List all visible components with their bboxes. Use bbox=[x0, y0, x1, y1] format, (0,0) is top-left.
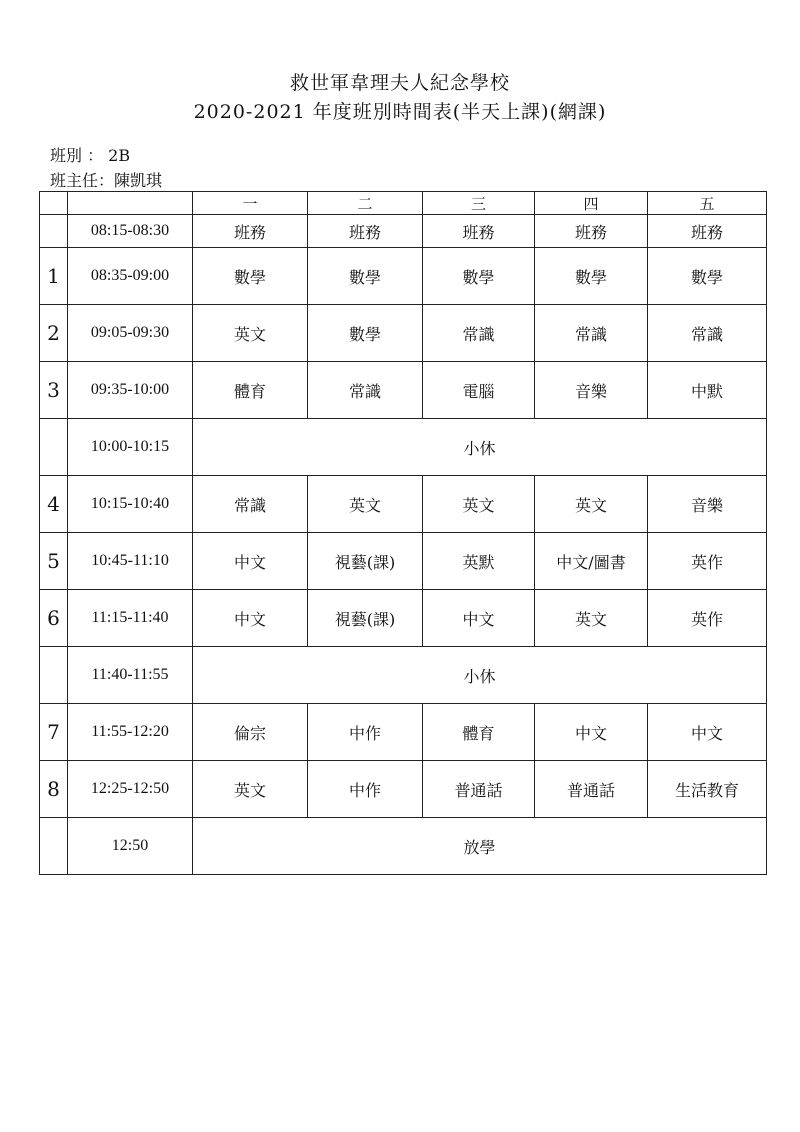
subject-cell: 倫宗 bbox=[193, 704, 308, 761]
table-row bbox=[40, 248, 767, 305]
subject-cell: 數學 bbox=[648, 248, 767, 305]
period-number: 1 bbox=[40, 248, 68, 305]
subject-cell: 英文 bbox=[535, 590, 648, 647]
subject-cell: 普通話 bbox=[423, 761, 535, 818]
period-time: 12:25-12:50 bbox=[68, 761, 193, 818]
subject-cell: 英作 bbox=[648, 533, 767, 590]
day-header: 五 bbox=[648, 192, 767, 215]
subject-cell: 中文 bbox=[423, 590, 535, 647]
period-number bbox=[40, 215, 68, 248]
table-row bbox=[40, 761, 767, 818]
subject-cell: 中文 bbox=[193, 533, 308, 590]
school-name: 救世軍韋理夫人紀念學校 bbox=[289, 72, 510, 94]
merged-cell: 放學 bbox=[193, 818, 767, 875]
table-row bbox=[40, 305, 767, 362]
subject-cell: 英文 bbox=[193, 305, 308, 362]
subject-cell: 數學 bbox=[308, 305, 423, 362]
period-number: 3 bbox=[40, 362, 68, 419]
subject-cell: 體育 bbox=[193, 362, 308, 419]
class-label: 班別 ： 2B bbox=[50, 146, 131, 165]
period-time: 09:35-10:00 bbox=[68, 362, 193, 419]
subject-cell: 中作 bbox=[308, 761, 423, 818]
subject-cell: 常識 bbox=[535, 305, 648, 362]
subject-cell: 英文 bbox=[535, 476, 648, 533]
corner-cell bbox=[68, 192, 193, 215]
period-time: 11:40-11:55 bbox=[68, 647, 193, 704]
period-number: 7 bbox=[40, 704, 68, 761]
subject-cell: 中文 bbox=[535, 704, 648, 761]
subject-cell: 常識 bbox=[193, 476, 308, 533]
table-row bbox=[40, 362, 767, 419]
day-header: 二 bbox=[308, 192, 423, 215]
period-time: 10:45-11:10 bbox=[68, 533, 193, 590]
subject-cell: 中文 bbox=[193, 590, 308, 647]
subject-cell: 班務 bbox=[308, 215, 423, 248]
subject-cell: 數學 bbox=[423, 248, 535, 305]
subject-cell: 中文 bbox=[648, 704, 767, 761]
subject-cell: 英文 bbox=[423, 476, 535, 533]
period-time: 10:00-10:15 bbox=[68, 419, 193, 476]
period-time: 08:15-08:30 bbox=[68, 215, 193, 248]
corner-cell bbox=[40, 192, 68, 215]
table-row bbox=[40, 419, 767, 476]
period-number: 8 bbox=[40, 761, 68, 818]
table-row bbox=[40, 704, 767, 761]
period-time: 11:55-12:20 bbox=[68, 704, 193, 761]
subject-cell: 視藝(課) bbox=[308, 533, 423, 590]
period-number: 4 bbox=[40, 476, 68, 533]
timetable bbox=[39, 191, 767, 875]
period-number: 5 bbox=[40, 533, 68, 590]
subject-cell: 生活教育 bbox=[648, 761, 767, 818]
timetable-title: 2020-2021 年度班別時間表(半天上課)(網課) bbox=[193, 101, 607, 123]
period-number bbox=[40, 647, 68, 704]
subject-cell: 常識 bbox=[423, 305, 535, 362]
subject-cell: 常識 bbox=[308, 362, 423, 419]
subject-cell: 班務 bbox=[193, 215, 308, 248]
merged-cell: 小休 bbox=[193, 419, 767, 476]
day-header-row bbox=[40, 192, 767, 215]
subject-cell: 視藝(課) bbox=[308, 590, 423, 647]
day-header: 三 bbox=[423, 192, 535, 215]
table-row bbox=[40, 476, 767, 533]
table-row bbox=[40, 647, 767, 704]
day-header: 一 bbox=[193, 192, 308, 215]
subject-cell: 英文 bbox=[193, 761, 308, 818]
table-row bbox=[40, 215, 767, 248]
subject-cell: 班務 bbox=[648, 215, 767, 248]
period-time: 09:05-09:30 bbox=[68, 305, 193, 362]
subject-cell: 班務 bbox=[423, 215, 535, 248]
subject-cell: 中默 bbox=[648, 362, 767, 419]
subject-cell: 數學 bbox=[535, 248, 648, 305]
subject-cell: 數學 bbox=[193, 248, 308, 305]
subject-cell: 音樂 bbox=[535, 362, 648, 419]
subject-cell: 英默 bbox=[423, 533, 535, 590]
table-row bbox=[40, 590, 767, 647]
period-time: 12:50 bbox=[68, 818, 193, 875]
period-time: 10:15-10:40 bbox=[68, 476, 193, 533]
period-number: 2 bbox=[40, 305, 68, 362]
subject-cell: 英作 bbox=[648, 590, 767, 647]
period-time: 08:35-09:00 bbox=[68, 248, 193, 305]
subject-cell: 英文 bbox=[308, 476, 423, 533]
subject-cell: 音樂 bbox=[648, 476, 767, 533]
day-header: 四 bbox=[535, 192, 648, 215]
table-row bbox=[40, 818, 767, 875]
subject-cell: 中文/圖書 bbox=[535, 533, 648, 590]
period-number: 6 bbox=[40, 590, 68, 647]
period-number bbox=[40, 818, 68, 875]
subject-cell: 電腦 bbox=[423, 362, 535, 419]
subject-cell: 普通話 bbox=[535, 761, 648, 818]
merged-cell: 小休 bbox=[193, 647, 767, 704]
subject-cell: 班務 bbox=[535, 215, 648, 248]
teacher-label: 班主任：陳凱琪 bbox=[50, 171, 163, 190]
period-number bbox=[40, 419, 68, 476]
subject-cell: 常識 bbox=[648, 305, 767, 362]
subject-cell: 中作 bbox=[308, 704, 423, 761]
table-row bbox=[40, 533, 767, 590]
period-time: 11:15-11:40 bbox=[68, 590, 193, 647]
subject-cell: 體育 bbox=[423, 704, 535, 761]
subject-cell: 數學 bbox=[308, 248, 423, 305]
